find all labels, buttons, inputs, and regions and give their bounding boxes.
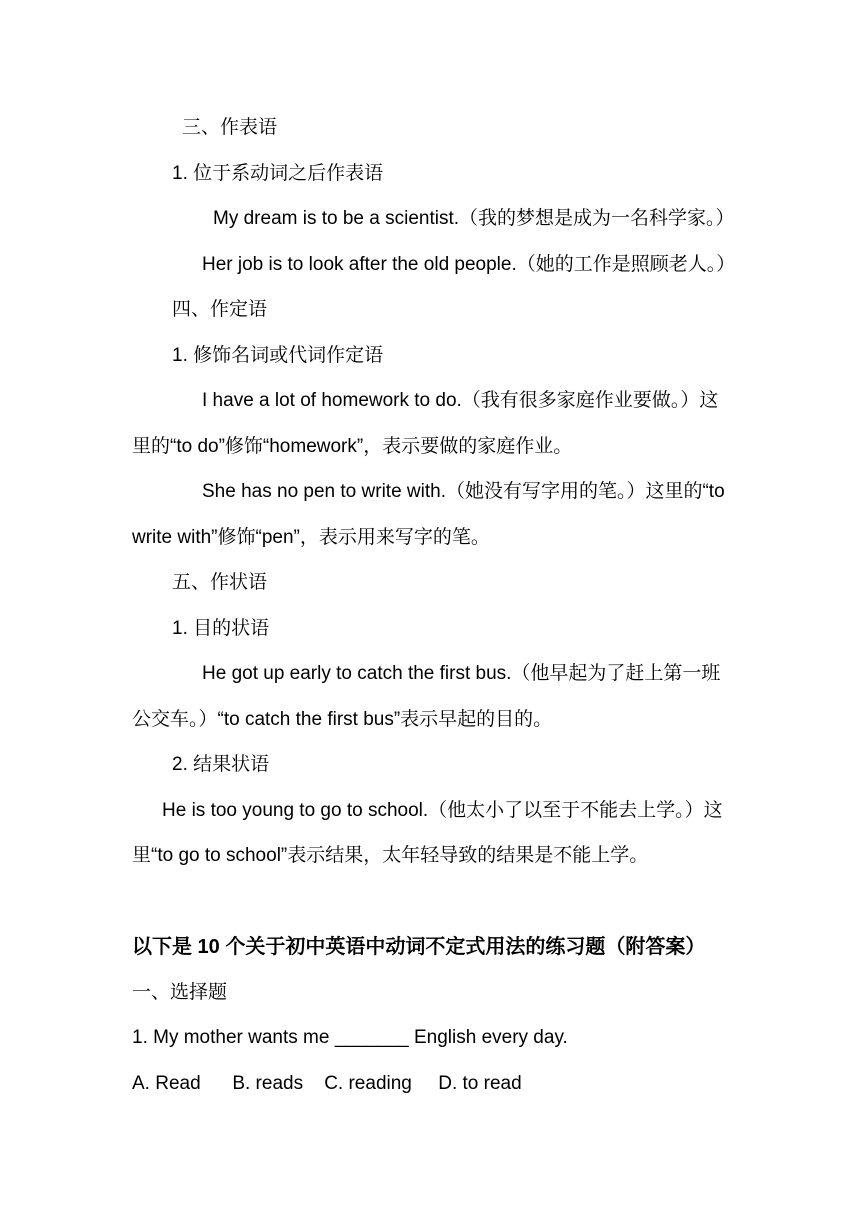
example-explanation: write with”修饰“pen”，表示用来写字的笔。	[132, 527, 490, 548]
subheading-after-linking-verb: 1. 位于系动词之后作表语	[172, 163, 384, 184]
subheading-purpose: 1. 目的状语	[172, 618, 270, 639]
example-explanation: 里的“to do”修饰“homework”，表示要做的家庭作业。	[132, 436, 573, 457]
section-heading-predicative: 三、作表语	[182, 117, 278, 138]
exercise-part-heading: 一、选择题	[132, 982, 228, 1003]
subheading-modify-noun: 1. 修饰名词或代词作定语	[172, 345, 384, 366]
exercises-title: 以下是 10 个关于初中英语中动词不定式用法的练习题（附答案）	[132, 936, 706, 958]
exercise-options: A. Read B. reads C. reading D. to read	[132, 1073, 522, 1094]
subheading-result: 2. 结果状语	[172, 754, 270, 775]
exercise-question: 1. My mother wants me _______ English every day.	[132, 1027, 568, 1048]
example-explanation: 里“to go to school”表示结果，太年轻导致的结果是不能上学。	[132, 845, 649, 866]
section-heading-attributive: 四、作定语	[172, 299, 268, 320]
example-explanation: 公交车。）“to catch the first bus”表示早起的目的。	[132, 709, 553, 730]
example-sentence: He got up early to catch the first bus.（他早起为了赶上第一班	[202, 663, 721, 684]
example-sentence: My dream is to be a scientist.（我的梦想是成为一名科学家。）	[213, 208, 735, 229]
example-sentence: She has no pen to write with.（她没有写字用的笔。）这里的“to	[202, 481, 725, 502]
example-sentence: Her job is to look after the old people.（她的工作是照顾老人。）	[202, 254, 736, 275]
example-sentence: I have a lot of homework to do.（我有很多家庭作业要做。）这	[202, 390, 719, 411]
section-heading-adverbial: 五、作状语	[172, 572, 268, 593]
example-sentence: He is too young to go to school.（他太小了以至于不能去上学。）这	[162, 800, 723, 821]
